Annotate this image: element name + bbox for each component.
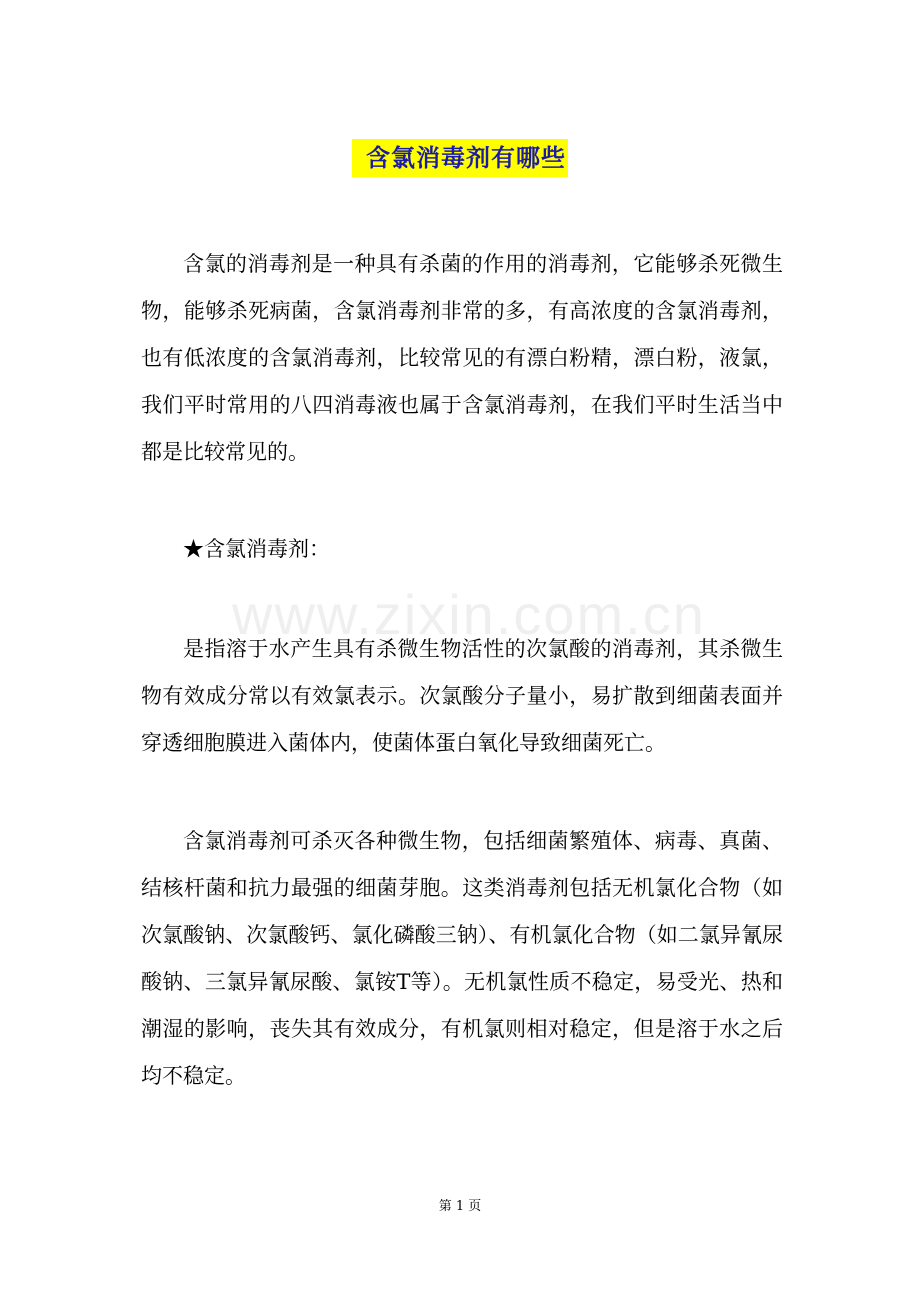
paragraph-intro: 含氯的消毒剂是一种具有杀菌的作用的消毒剂，它能够杀死微生物，能够杀死病菌，含氯消毒剂非常的多，有高浓度的含氯消毒剂，也有低浓度的含氯消毒剂，比较常见的有漂白粉精，漂白粉，液氯，我们平时常用的八四消毒液也属于含氯消毒剂，在我们平时生活当中都是比较常见的。 xyxy=(141,252,783,464)
page-number: 第 1 页 xyxy=(438,1199,482,1214)
document-title: 含氯消毒剂有哪些 xyxy=(352,139,568,177)
paragraph-details: 含氯消毒剂可杀灭各种微生物，包括细菌繁殖体、病毒、真菌、结核杆菌和抗力最强的细菌芽胞。这类消毒剂包括无机氯化合物（如次氯酸钠、次氯酸钙、氯化磷酸三钠）、有机氯化合物（如二氯异氰尿酸钠、三氯异氰尿酸、氯铵T等）。无机氯性质不稳定，易受光、热和潮湿的影响，丧失其有效成分，有机氯则相对稳定，但是溶于水之后均不稳定。 xyxy=(141,829,783,1088)
section-heading: ★含氯消毒剂： xyxy=(183,537,330,561)
paragraph-definition: 是指溶于水产生具有杀微生物活性的次氯酸的消毒剂，其杀微生物有效成分常以有效氯表示。次氯酸分子量小，易扩散到细菌表面并穿透细胞膜进入菌体内，使菌体蛋白氧化导致细菌死亡。 xyxy=(141,637,783,755)
title-container xyxy=(0,139,920,177)
watermark: www.zixin.com.cn xyxy=(232,583,706,646)
